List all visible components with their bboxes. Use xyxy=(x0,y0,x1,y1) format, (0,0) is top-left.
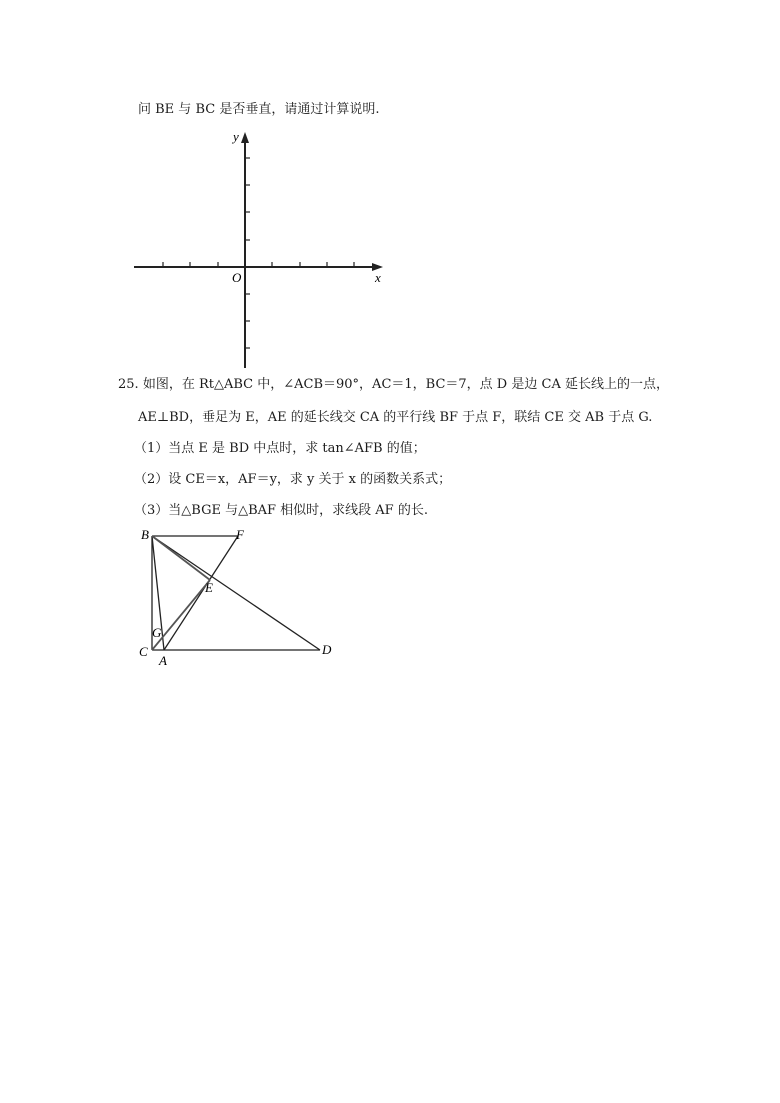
segment-BE xyxy=(152,536,210,580)
problem-number: 25. xyxy=(118,377,139,392)
label-A: A xyxy=(159,653,167,668)
question-2: （2）设 CE＝x，AF＝y，求 y 关于 x 的函数关系式； xyxy=(134,472,452,487)
y-axis-label: y xyxy=(233,129,239,144)
label-C: C xyxy=(139,644,148,659)
origin-label: O xyxy=(232,270,242,285)
problem-statement-2: AE⊥BD，垂足为 E，AE 的延长线交 CA 的平行线 BF 于点 F，联结 CE 交 AB 于点 G. xyxy=(138,410,653,425)
question-1: （1）当点 E 是 BD 中点时，求 tan∠AFB 的值； xyxy=(134,441,426,456)
y-axis-arrow xyxy=(241,132,249,143)
triangle-figure xyxy=(0,520,780,700)
problem-statement-1: 如图，在 Rt△ABC 中，∠ACB＝90°，AC＝1，BC＝7，点 D 是边 CA 延长线上的一点， xyxy=(142,377,669,392)
label-G: G xyxy=(152,625,162,640)
intro-text: 问 BE 与 BC 是否垂直，请通过计算说明. xyxy=(138,102,380,117)
label-F: F xyxy=(236,527,244,542)
label-B: B xyxy=(141,527,149,542)
segment-BD xyxy=(152,536,320,650)
question-3: （3）当△BGE 与△BAF 相似时，求线段 AF 的长. xyxy=(134,503,428,518)
x-axis-label: x xyxy=(375,270,381,285)
label-E: E xyxy=(205,580,213,595)
problem-25-line-1 xyxy=(118,376,669,394)
label-D: D xyxy=(322,642,332,657)
